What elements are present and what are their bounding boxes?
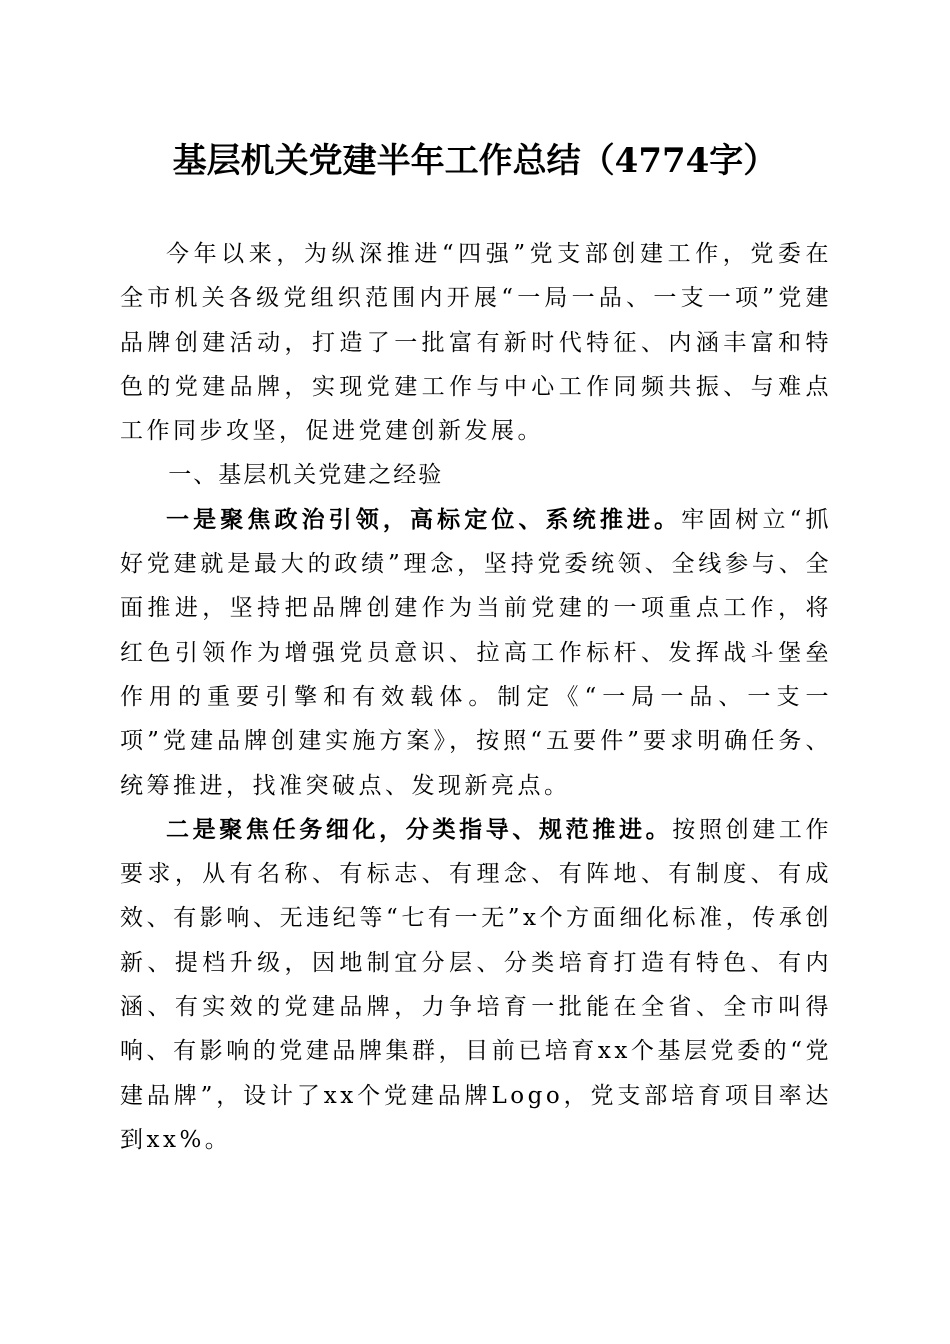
document-title: 基层机关党建半年工作总结（4774字） — [172, 141, 778, 181]
document-body — [120, 232, 832, 1162]
point-text-1: 牢固树立“抓好党建就是最大的政绩”理念，坚持党委统领、全线参与、全面推进，坚持把品牌创建作为当前党建的一项重点工作，将红色引领作为增强党员意识、拉高工作标杆、发挥战斗堡垒作用的重要引擎和有效载体。制定《“一局一品、一支一项”党建品牌创建实施方案》，按照“五要件”要求明确任务、统筹推进，找准突破点、发现新亮点。 — [120, 506, 833, 799]
point-lead-1: 一是聚焦政治引领，高标定位、系统推进。 — [166, 505, 682, 533]
section-heading: 一、基层机关党建之经验 — [168, 462, 444, 489]
point-paragraph-1 — [120, 498, 832, 808]
point-paragraph-2 — [120, 808, 832, 1162]
point-text-2: 按照创建工作要求，从有名称、有标志、有理念、有阵地、有制度、有成效、有影响、无违纪等“七有一无”x个方面细化标准，传承创新、提档升级，因地制宜分层、分类培育打造有特色、有内涵、有实效的党建品牌，力争培育一批能在全省、全市叫得响、有影响的党建品牌集群，目前已培育xx个基层党委的“党建品牌”，设计了xx个党建品牌Logo，党支部培育项目率达到xx%。 — [120, 816, 833, 1153]
intro-paragraph: 今年以来，为纵深推进“四强”党支部创建工作，党委在全市机关各级党组织范围内开展“一局一品、一支一项”党建品牌创建活动，打造了一批富有新时代特征、内涵丰富和特色的党建品牌，实现党建工作与中心工作同频共振、与难点工作同步攻坚，促进党建创新发展。 — [120, 241, 832, 445]
point-lead-2: 二是聚焦任务细化，分类指导、规范推进。 — [166, 815, 673, 843]
